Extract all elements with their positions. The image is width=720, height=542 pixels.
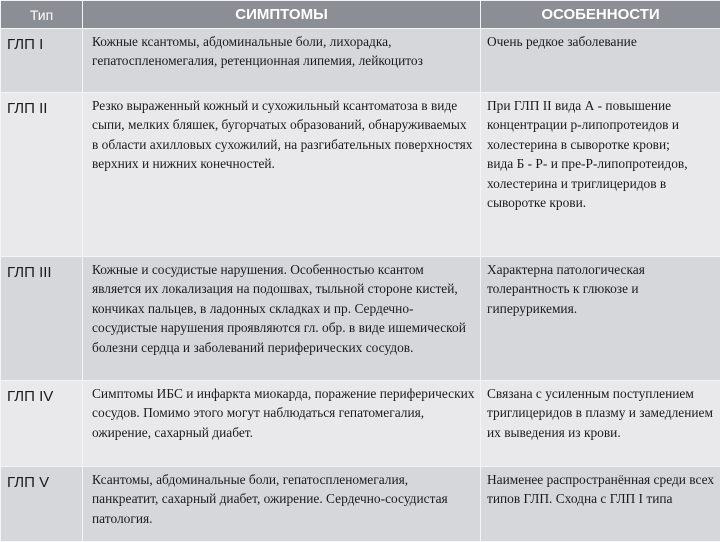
header-row <box>1 1 720 29</box>
type-cell: ГЛП II <box>1 93 83 257</box>
symptoms-cell: Ксантомы, абдоминальные боли, гепатоспленомегалия, панкреатит, сахарный диабет, ожирение. Сердечно-сосудистая патология. <box>83 467 481 542</box>
type-cell: ГЛП III <box>1 257 83 381</box>
table-row <box>1 467 720 542</box>
symptoms-cell: Кожные и сосудистые нарушения. Особенностью ксантом является их локализация на подошвах, тыльной стороне кистей, кончиках пальцев, в ладонных складках и пр. Сердечно-сосудистые нарушения проявляются гл. обр. в виде ишемической болезни сердца и заболеваний периферических сосудов. <box>83 257 481 381</box>
header-type: Тип <box>1 1 83 29</box>
features-cell: Очень редкое заболевание <box>481 29 720 93</box>
type-cell: ГЛП IV <box>1 381 83 467</box>
symptoms-cell: Кожные ксантомы, абдоминальные боли, лихорадка, гепатоспленомегалия, ретенционная липемия, лейкоцитоз <box>83 29 481 93</box>
table-row <box>1 93 720 257</box>
table-row <box>1 29 720 93</box>
features-cell: Связана с усиленным поступлением триглицеридов в плазму и замедлением их выведения из крови. <box>481 381 720 467</box>
table-row <box>1 257 720 381</box>
header-features: ОСОБЕННОСТИ <box>481 1 720 29</box>
type-cell: ГЛП V <box>1 467 83 542</box>
features-cell: Наименее распространённая среди всех типов ГЛП. Сходна с ГЛП I типа <box>481 467 720 542</box>
features-cell: Характерна патологическая толерантность к глюкозе и гиперурикемия. <box>481 257 720 381</box>
symptoms-cell: Симптомы ИБС и инфаркта миокарда, поражение периферических сосудов. Помимо этого могут наблюдаться гепатомегалия, ожирение, сахарный диабет. <box>83 381 481 467</box>
type-cell: ГЛП I <box>1 29 83 93</box>
table-row <box>1 381 720 467</box>
features-cell: При ГЛП II вида А - повышение концентрации р-липопротеидов и холестерина в сыворотке крови; вида Б - Р- и пре-Р-липопротеидов, холестерина и триглицеридов в сыворотке крови. <box>481 93 720 257</box>
symptoms-cell: Резко выраженный кожный и сухожильный ксантоматоза в виде сыпи, мелких бляшек, бугорчатых образований, обнаруживаемых в области ахилловых сухожилий, на разгибательных поверхностях верхних и нижних конечностей. <box>83 93 481 257</box>
header-symptoms: СИМПТОМЫ <box>83 1 481 29</box>
